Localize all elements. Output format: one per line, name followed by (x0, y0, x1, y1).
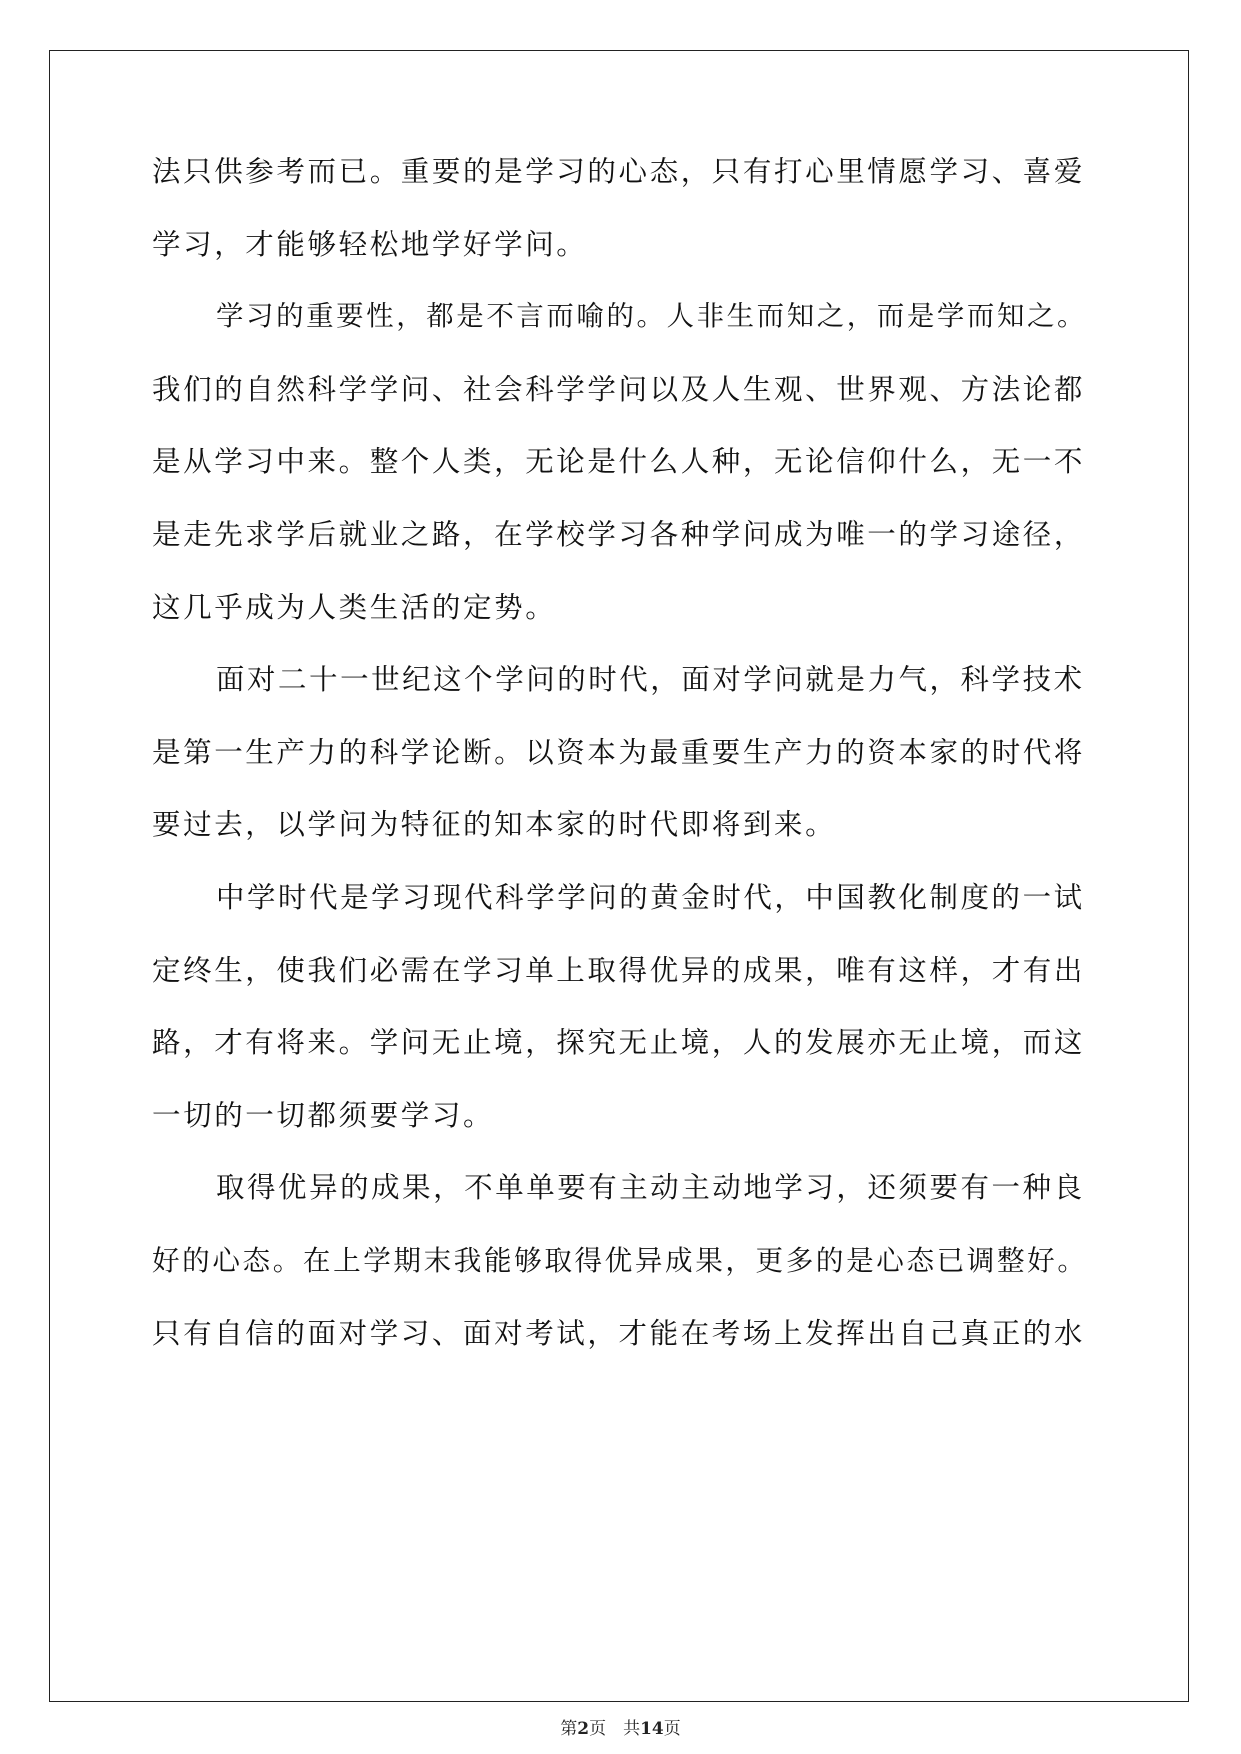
page-footer (0, 1714, 1241, 1739)
text-line: 要过去，以学问为特征的知本家的时代即将到来。 (152, 808, 837, 842)
text-line: 我们的自然科学学问、社会科学学问以及人生观、世界观、方法论都 (152, 372, 1086, 406)
text-line: 面对二十一世纪这个学问的时代，面对学问就是力气，科学技术 (216, 663, 1085, 697)
text-line: 学习的重要性，都是不言而喻的。人非生而知之，而是学而知之。 (216, 301, 1088, 333)
text-line: 法只供参考而已。重要的是学习的心态，只有打心里情愿学习、喜爱 (152, 155, 1086, 188)
text-line: 取得优异的成果，不单单要有主动主动地学习，还须要有一种良 (216, 1171, 1085, 1205)
text-line: 中学时代是学习现代科学学问的黄金时代，中国教化制度的一试 (216, 881, 1085, 914)
footer-prefix: 第 (560, 1719, 578, 1739)
footer-total-pages: 14 (640, 1719, 664, 1739)
text-line: 路，才有将来。学问无止境，探究无止境，人的发展亦无止境，而这 (152, 1026, 1086, 1060)
text-line: 是走先求学后就业之路，在学校学习各种学问成为唯一的学习途径， (152, 518, 1086, 551)
text-line: 是第一生产力的科学论断。以资本为最重要生产力的资本家的时代将 (152, 735, 1086, 769)
text-line: 是从学习中来。整个人类，无论是什么人种，无论信仰什么，无一不 (152, 445, 1086, 479)
text-line: 学习，才能够轻松地学好学问。 (152, 227, 588, 261)
text-line: 定终生，使我们必需在学习单上取得优异的成果，唯有这样，才有出 (152, 953, 1086, 987)
text-line: 一切的一切都须要学习。 (152, 1098, 495, 1132)
footer-middle: 页 共 (589, 1719, 641, 1739)
text-line: 这几乎成为人类生活的定势。 (152, 590, 557, 624)
footer-page-number: 2 (577, 1719, 590, 1739)
footer-suffix: 页 (663, 1719, 681, 1739)
text-line: 好的心态。在上学期末我能够取得优异成果，更多的是心态已调整好。 (152, 1244, 1088, 1277)
text-line: 只有自信的面对学习、面对考试，才能在考场上发挥出自己真正的水 (152, 1316, 1086, 1350)
